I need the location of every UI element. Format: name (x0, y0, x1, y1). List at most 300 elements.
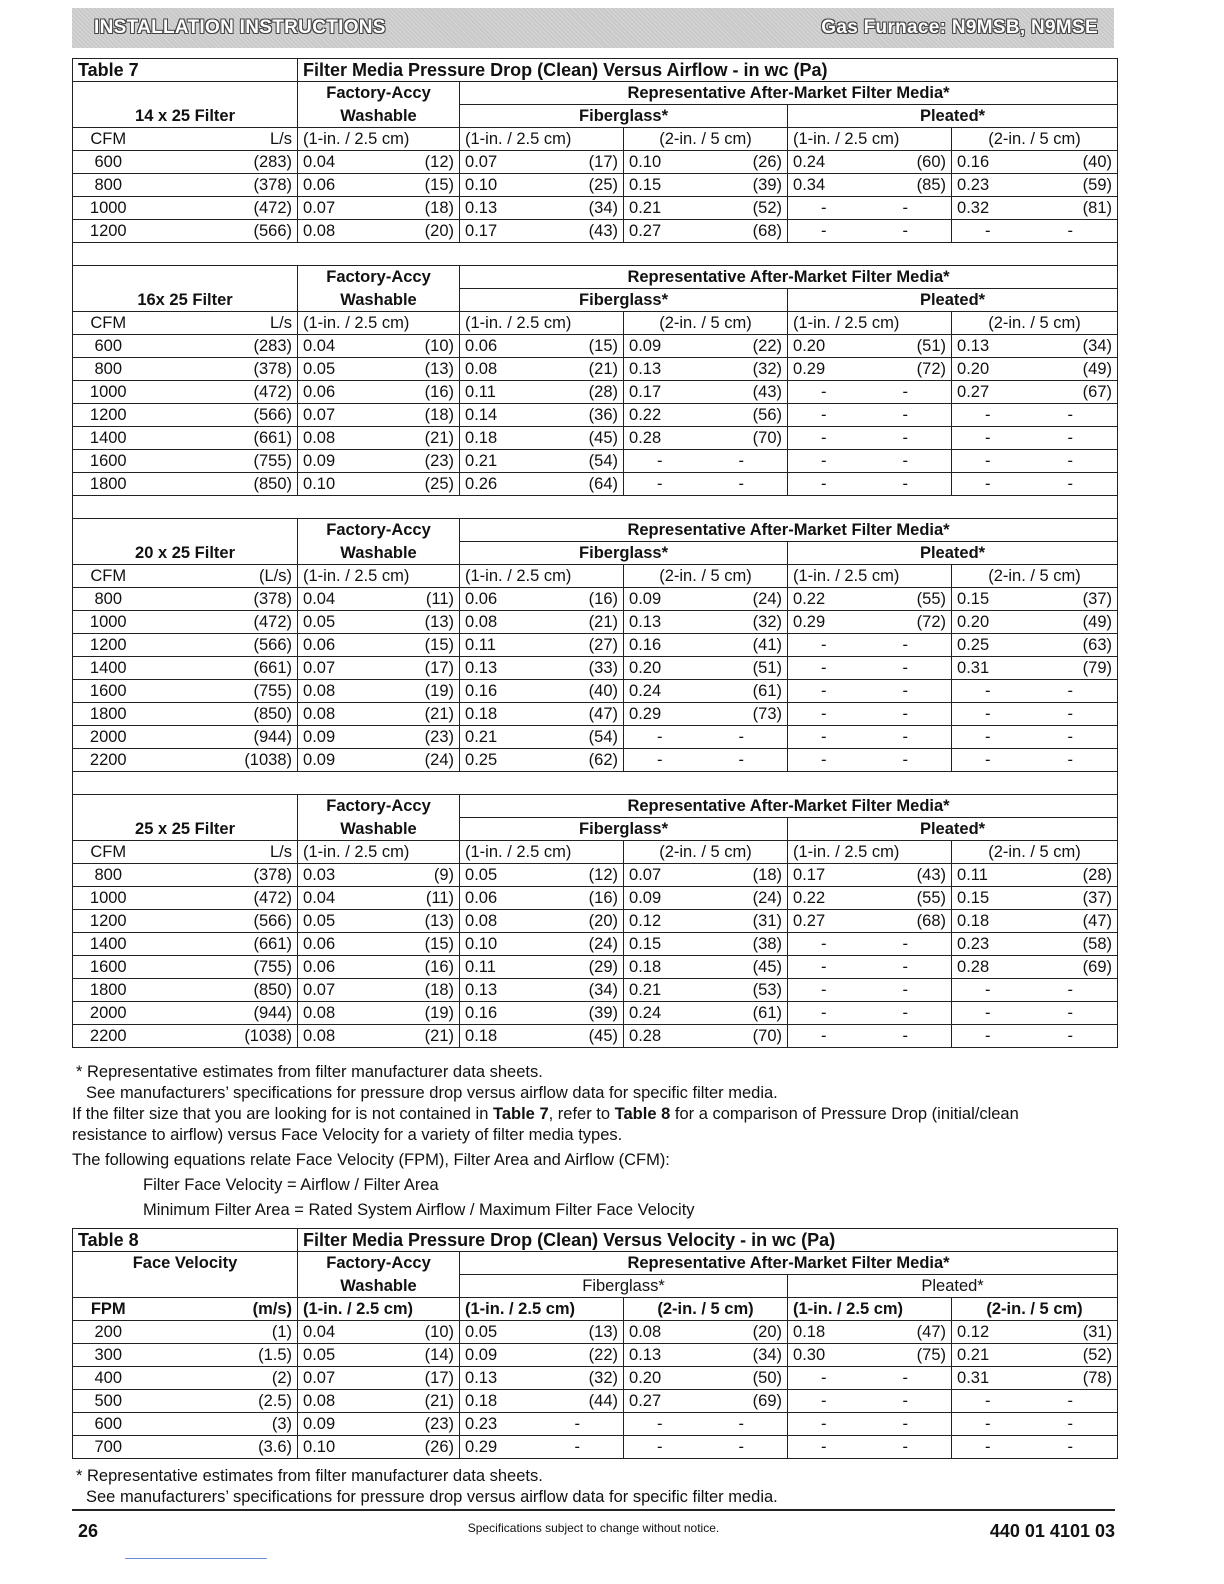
table-cell: (15) (370, 933, 460, 956)
table-cell: 1800 (73, 473, 144, 496)
table-cell: 0.17 (788, 864, 860, 887)
table-cell: - (788, 450, 860, 473)
table-cell: 0.08 (298, 703, 370, 726)
table-title-row (73, 1229, 1118, 1252)
pleated-header: Pleated* (788, 1275, 1118, 1298)
table-cell: (55) (860, 887, 952, 910)
table8-footnote (72, 1466, 1122, 1508)
table-cell: - (788, 1436, 860, 1459)
table-cell: (472) (144, 887, 298, 910)
table-cell: (21) (370, 1025, 460, 1048)
table-cell: (73) (696, 703, 788, 726)
table-row (73, 910, 1118, 933)
table-cell: - (1024, 1436, 1118, 1459)
table-cell: (21) (370, 427, 460, 450)
table-cell: (378) (144, 358, 298, 381)
table-cell: (16) (370, 381, 460, 404)
table-cell: (59) (1024, 174, 1118, 197)
table-cell: (58) (1024, 933, 1118, 956)
table-cell: (12) (532, 864, 624, 887)
table-cell: 0.13 (460, 1367, 532, 1390)
size-header: (1-in. / 2.5 cm) (298, 312, 460, 335)
table-cell: (472) (144, 611, 298, 634)
table-cell: (70) (696, 427, 788, 450)
table-cell: 300 (73, 1344, 144, 1367)
text: Table 7 (492, 1105, 549, 1123)
table-cell: - (624, 726, 696, 749)
table-cell: - (1024, 1025, 1118, 1048)
table-cell: - (952, 427, 1024, 450)
size-header: (2-in. / 5 cm) (624, 1298, 788, 1321)
table-cell: 600 (73, 1413, 144, 1436)
text: for a comparison of Pressure Drop (initial/clean (670, 1105, 1019, 1123)
table-row (73, 634, 1118, 657)
table-cell: 0.16 (952, 151, 1024, 174)
table-cell: 800 (73, 174, 144, 197)
table-cell: (44) (532, 1390, 624, 1413)
header-model: Gas Furnace: N9MSB, N9MSE (821, 17, 1098, 38)
table-cell: (16) (532, 887, 624, 910)
table-label: Table 7 (73, 59, 298, 82)
table-row (73, 1321, 1118, 1344)
section-header-row (73, 266, 1118, 289)
table-cell: 0.20 (952, 611, 1024, 634)
table-cell: (26) (696, 151, 788, 174)
table-cell: 0.29 (460, 1436, 532, 1459)
table-cell: (70) (696, 1025, 788, 1048)
table-cell: - (952, 220, 1024, 243)
table-cell: 0.27 (788, 910, 860, 933)
filter-size-cell (73, 795, 298, 818)
table-cell: - (788, 979, 860, 1002)
table-cell: - (532, 1413, 624, 1436)
table-cell: 0.27 (624, 220, 696, 243)
table-cell: 0.31 (952, 657, 1024, 680)
table-row (73, 703, 1118, 726)
table-cell: (34) (532, 197, 624, 220)
table-cell: (24) (696, 588, 788, 611)
table-cell: 0.21 (952, 1344, 1024, 1367)
table-cell: - (860, 1002, 952, 1025)
table-cell: 500 (73, 1390, 144, 1413)
table-cell: - (696, 726, 788, 749)
table-cell: - (860, 220, 952, 243)
table-cell: (21) (370, 1390, 460, 1413)
text: Table 8 (614, 1105, 671, 1123)
table-cell: 400 (73, 1367, 144, 1390)
table-cell: 0.08 (298, 1025, 370, 1048)
table-cell: 0.23 (460, 1413, 532, 1436)
fiberglass-header: Fiberglass* (460, 289, 788, 312)
table-cell: 0.24 (624, 680, 696, 703)
table-cell: (72) (860, 358, 952, 381)
table-cell: - (952, 1390, 1024, 1413)
document-code: 440 01 4101 03 (989, 1521, 1115, 1541)
table-cell: 1600 (73, 956, 144, 979)
table-cell: 1600 (73, 680, 144, 703)
washable-header: Washable (298, 105, 460, 128)
table-cell: 0.09 (298, 749, 370, 772)
table-cell: - (1024, 427, 1118, 450)
table-cell: - (860, 749, 952, 772)
spacer-row (73, 243, 1118, 266)
table-cell: (85) (860, 174, 952, 197)
table-cell: 0.06 (298, 174, 370, 197)
size-header: (1-in. / 2.5 cm) (788, 1298, 952, 1321)
section-header-row (73, 542, 1118, 565)
table-cell: (56) (696, 404, 788, 427)
table-cell: 0.06 (298, 956, 370, 979)
section-header-row (73, 82, 1118, 105)
table-cell: (472) (144, 197, 298, 220)
table-cell: 0.07 (298, 1367, 370, 1390)
table-cell: (51) (696, 657, 788, 680)
table-cell: - (860, 1025, 952, 1048)
table-cell: (43) (696, 381, 788, 404)
table-cell: (850) (144, 979, 298, 1002)
table-cell: (16) (370, 956, 460, 979)
table-row (73, 1436, 1118, 1459)
size-header: (1-in. / 2.5 cm) (788, 312, 952, 335)
table-cell: (1038) (144, 1025, 298, 1048)
table-cell: 1800 (73, 703, 144, 726)
table-cell: - (860, 197, 952, 220)
table-cell: (10) (370, 1321, 460, 1344)
table-row (73, 335, 1118, 358)
ls-header: (L/s) (144, 565, 298, 588)
table-cell: (68) (696, 220, 788, 243)
table-cell: 0.07 (460, 151, 532, 174)
table-cell: (15) (370, 634, 460, 657)
table-cell: - (696, 749, 788, 772)
fpm-header: FPM (73, 1298, 144, 1321)
table-cell: - (1024, 220, 1118, 243)
table-cell: (24) (532, 933, 624, 956)
washable-header: Washable (298, 818, 460, 841)
size-header: (2-in. / 5 cm) (624, 565, 788, 588)
table-cell: (11) (370, 588, 460, 611)
table-cell: (21) (532, 358, 624, 381)
table-cell: (15) (532, 335, 624, 358)
table-cell: (2) (144, 1367, 298, 1390)
table-cell: 0.18 (460, 1390, 532, 1413)
table-cell: 1200 (73, 404, 144, 427)
blank-cell (73, 1275, 298, 1298)
table-cell: (20) (696, 1321, 788, 1344)
table-cell: 0.07 (624, 864, 696, 887)
table-cell: - (788, 404, 860, 427)
table-cell: 0.11 (460, 956, 532, 979)
table-cell: - (860, 680, 952, 703)
table-cell: (472) (144, 381, 298, 404)
table-cell: - (788, 634, 860, 657)
table-cell: (20) (532, 910, 624, 933)
table-row (73, 1367, 1118, 1390)
table-cell: - (1024, 749, 1118, 772)
table-cell: (40) (532, 680, 624, 703)
table-cell: (19) (370, 1002, 460, 1025)
footnote-line: * Representative estimates from filter manufacturer data sheets. (76, 1063, 543, 1081)
table-cell: (25) (532, 174, 624, 197)
size-header: (1-in. / 2.5 cm) (460, 841, 624, 864)
cfm-header: CFM (73, 312, 144, 335)
page-header (72, 8, 1114, 48)
table-cell: (283) (144, 335, 298, 358)
table-cell: 0.08 (298, 220, 370, 243)
table-cell: - (1024, 450, 1118, 473)
table-cell: - (860, 657, 952, 680)
table-row (73, 611, 1118, 634)
table-cell: (850) (144, 473, 298, 496)
table-cell: - (788, 726, 860, 749)
size-header: (1-in. / 2.5 cm) (460, 312, 624, 335)
table-cell: 0.31 (952, 1367, 1024, 1390)
ls-header: L/s (144, 128, 298, 151)
table-cell: (566) (144, 634, 298, 657)
table-cell: (25) (370, 473, 460, 496)
table-cell: - (788, 197, 860, 220)
table-cell: 0.07 (298, 657, 370, 680)
table-cell: (67) (1024, 381, 1118, 404)
table-cell: (38) (696, 933, 788, 956)
table-cell: (850) (144, 703, 298, 726)
table-cell: 0.15 (952, 887, 1024, 910)
table-cell: - (624, 749, 696, 772)
table-cell: 0.05 (298, 1344, 370, 1367)
table-cell: - (952, 703, 1024, 726)
table-cell: (755) (144, 680, 298, 703)
table-cell: - (1024, 680, 1118, 703)
page-footer (72, 1509, 1115, 1551)
table-cell: 0.10 (460, 174, 532, 197)
table-cell: 0.05 (298, 358, 370, 381)
table-cell: - (788, 657, 860, 680)
washable-header: Washable (298, 1275, 460, 1298)
table-cell: 0.08 (298, 427, 370, 450)
table-cell: (45) (696, 956, 788, 979)
table-cell: - (1024, 1413, 1118, 1436)
table-cell: 0.08 (460, 910, 532, 933)
table-cell: 0.16 (624, 634, 696, 657)
table-row (73, 956, 1118, 979)
table-cell: (24) (696, 887, 788, 910)
filter-size-label: 16x 25 Filter (73, 289, 298, 312)
table-cell: (26) (370, 1436, 460, 1459)
factory-accy-header: Factory-Accy (298, 1252, 460, 1275)
table-cell: - (788, 1413, 860, 1436)
cfm-header: CFM (73, 128, 144, 151)
table-cell: (47) (1024, 910, 1118, 933)
table-cell: (55) (860, 588, 952, 611)
table-cell: (50) (696, 1367, 788, 1390)
table-cell: 1400 (73, 933, 144, 956)
table-cell: 0.10 (298, 473, 370, 496)
table-cell: (23) (370, 450, 460, 473)
table-cell: (51) (860, 335, 952, 358)
footnote-line: See manufacturers’ specifications for pressure drop versus airflow data for specific filter media. (86, 1084, 778, 1102)
size-header: (1-in. / 2.5 cm) (460, 565, 624, 588)
table-cell: 0.04 (298, 335, 370, 358)
section-header-row (73, 795, 1118, 818)
table-cell: 0.18 (460, 1025, 532, 1048)
table-cell: 0.06 (298, 933, 370, 956)
table-cell: 0.11 (460, 381, 532, 404)
table-cell: (1038) (144, 749, 298, 772)
table-cell: - (952, 726, 1024, 749)
table-row (73, 404, 1118, 427)
table-cell: 0.04 (298, 588, 370, 611)
size-header: (1-in. / 2.5 cm) (298, 1298, 460, 1321)
table-cell: 0.10 (460, 933, 532, 956)
factory-accy-header: Factory-Accy (298, 82, 460, 105)
table-cell: 0.13 (460, 657, 532, 680)
size-header: (1-in. / 2.5 cm) (460, 1298, 624, 1321)
table-cell: - (860, 956, 952, 979)
fiberglass-header: Fiberglass* (460, 542, 788, 565)
table-cell: - (788, 427, 860, 450)
table-cell: 0.20 (952, 358, 1024, 381)
table-cell: 0.09 (624, 887, 696, 910)
table-cell: (47) (860, 1321, 952, 1344)
table-cell: (61) (696, 1002, 788, 1025)
table-cell: 0.09 (298, 450, 370, 473)
spacer-cell (73, 243, 1118, 266)
filter-size-label: 20 x 25 Filter (73, 542, 298, 565)
size-header: (1-in. / 2.5 cm) (298, 128, 460, 151)
table-cell: - (788, 1025, 860, 1048)
table-cell: (18) (370, 197, 460, 220)
table-cell: - (952, 979, 1024, 1002)
table-cell: (3.6) (144, 1436, 298, 1459)
table-cell: 1200 (73, 220, 144, 243)
table-cell: - (1024, 1002, 1118, 1025)
pleated-header: Pleated* (788, 818, 1118, 841)
table-cell: (31) (696, 910, 788, 933)
table-cell: 0.15 (952, 588, 1024, 611)
table-cell: (64) (532, 473, 624, 496)
spacer-row (73, 496, 1118, 519)
table-cell: (9) (370, 864, 460, 887)
table-cell: 0.10 (298, 1436, 370, 1459)
table-row (73, 726, 1118, 749)
washable-header: Washable (298, 542, 460, 565)
table-cell: 600 (73, 335, 144, 358)
table-cell: 0.08 (298, 1390, 370, 1413)
table-cell: (43) (532, 220, 624, 243)
table-cell: - (696, 1436, 788, 1459)
table-cell: (13) (370, 358, 460, 381)
hyperlink-underline[interactable] (125, 1558, 267, 1559)
table-cell: 0.08 (460, 358, 532, 381)
equation-2: Minimum Filter Area = Rated System Airflow / Maximum Filter Face Velocity (143, 1201, 695, 1219)
table-cell: (32) (696, 611, 788, 634)
table-cell: 0.26 (460, 473, 532, 496)
table-cell: 2200 (73, 749, 144, 772)
cfm-header: CFM (73, 841, 144, 864)
table-cell: (33) (532, 657, 624, 680)
table-cell: - (788, 703, 860, 726)
table-cell: (69) (1024, 956, 1118, 979)
table-cell: (20) (370, 220, 460, 243)
table-cell: 1200 (73, 634, 144, 657)
table-cell: 0.18 (952, 910, 1024, 933)
table-cell: (16) (532, 588, 624, 611)
body-paragraph (72, 1104, 1122, 1146)
table-cell: 0.12 (952, 1321, 1024, 1344)
table-cell: (19) (370, 680, 460, 703)
table-cell: - (788, 473, 860, 496)
table-cell: (45) (532, 1025, 624, 1048)
table-cell: 0.21 (460, 726, 532, 749)
table-cell: 0.13 (460, 197, 532, 220)
table-cell: (11) (370, 887, 460, 910)
table-cell: - (1024, 703, 1118, 726)
table-cell: (54) (532, 450, 624, 473)
table-cell: 1000 (73, 887, 144, 910)
table-cell: (60) (860, 151, 952, 174)
size-header: (1-in. / 2.5 cm) (298, 565, 460, 588)
table-cell: 0.20 (788, 335, 860, 358)
table-cell: - (624, 1413, 696, 1436)
table-cell: 0.13 (460, 979, 532, 1002)
table-cell: - (788, 749, 860, 772)
table-cell: (52) (696, 197, 788, 220)
table-row (73, 657, 1118, 680)
table-cell: (3) (144, 1413, 298, 1436)
table-cell: (378) (144, 864, 298, 887)
table-cell: 0.06 (298, 381, 370, 404)
table-cell: (10) (370, 335, 460, 358)
table-cell: 0.29 (624, 703, 696, 726)
fiberglass-header: Fiberglass* (460, 1275, 788, 1298)
table-cell: (61) (696, 680, 788, 703)
table-cell: (49) (1024, 358, 1118, 381)
table-cell: - (860, 979, 952, 1002)
table-cell: 0.13 (624, 1344, 696, 1367)
spacer-cell (73, 496, 1118, 519)
table-cell: 0.27 (624, 1390, 696, 1413)
rep-media-header: Representative After-Market Filter Media* (460, 519, 1118, 542)
table-cell: 0.04 (298, 887, 370, 910)
rep-media-header: Representative After-Market Filter Media* (460, 1252, 1118, 1275)
table-cell: 800 (73, 588, 144, 611)
table-cell: 0.17 (624, 381, 696, 404)
table-cell: 0.16 (460, 1002, 532, 1025)
table-cell: 0.11 (460, 634, 532, 657)
table-cell: 1000 (73, 381, 144, 404)
table-cell: 0.25 (952, 634, 1024, 657)
table-cell: (944) (144, 1002, 298, 1025)
table-cell: - (952, 1436, 1024, 1459)
face-velocity-header: Face Velocity (73, 1252, 298, 1275)
table-cell: 1000 (73, 611, 144, 634)
factory-accy-header: Factory-Accy (298, 266, 460, 289)
table-cell: 0.23 (952, 933, 1024, 956)
table-cell: - (624, 450, 696, 473)
table-label: Table 8 (73, 1229, 298, 1252)
page-number: 26 (78, 1521, 99, 1541)
table-cell: - (788, 1002, 860, 1025)
table-cell: (45) (532, 427, 624, 450)
cfm-header: CFM (73, 565, 144, 588)
table-cell: 0.06 (460, 335, 532, 358)
table-cell: (34) (1024, 335, 1118, 358)
table-cell: (755) (144, 450, 298, 473)
pleated-header: Pleated* (788, 289, 1118, 312)
table-cell: (566) (144, 404, 298, 427)
table-cell: 0.29 (788, 611, 860, 634)
unit-header-row (73, 312, 1118, 335)
